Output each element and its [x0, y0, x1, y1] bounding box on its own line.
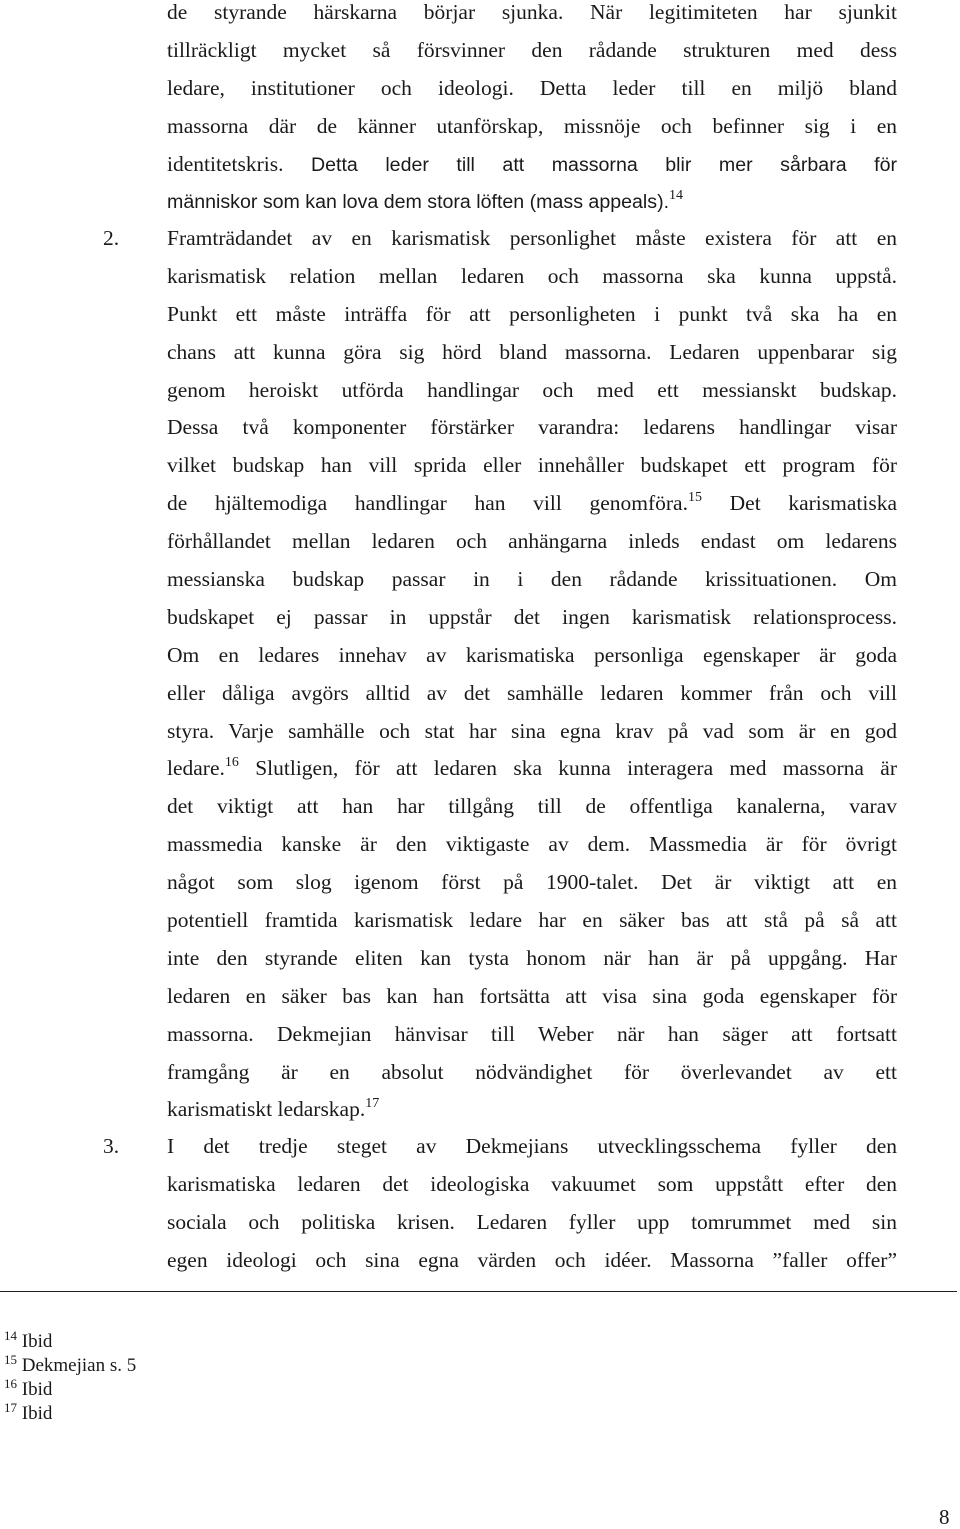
footnotes: [4, 1330, 136, 1426]
text-line: [167, 183, 897, 221]
text-fragment: Detta leder till att massorna blir mer sårbara för: [283, 153, 897, 176]
footnote-ref: 14: [669, 188, 684, 204]
footnote-ref: 15: [687, 490, 702, 506]
footnote: [4, 1402, 136, 1426]
item-1-paragraph: [167, 0, 897, 221]
text-fragment: Det karismatiska: [701, 491, 897, 516]
text-fragment: människor som kan lova dem stora löften (mass appeals).: [167, 191, 670, 214]
text-fragment: karismatiskt ledarskap.: [167, 1097, 366, 1122]
text-line: Dessa två komponenter förstärker varandra: ledarens handlingar visar: [167, 415, 897, 440]
text-line: det viktigt att han har tillgång till de offentliga kanalerna, varav: [167, 794, 897, 819]
text-line: styra. Varje samhälle och stat har sina egna krav på vad som är en god: [167, 718, 897, 743]
footnote: [4, 1330, 136, 1354]
text-line: egen ideologi och sina egna värden och idéer. Massorna ”faller offer”: [167, 1247, 897, 1272]
text-line: de styrande härskarna börjar sjunka. När legitimiteten har sjunkit: [167, 0, 897, 24]
text-line: inte den styrande eliten kan tysta honom när han är på uppgång. Har: [167, 945, 897, 970]
text-line: framgång är en absolut nödvändighet för överlevandet av ett: [167, 1059, 897, 1084]
text-line: [167, 750, 897, 788]
item-3-paragraph: [167, 1128, 897, 1280]
page-number: 8: [939, 1505, 950, 1529]
text-line: massorna där de känner utanförskap, missnöje och befinner sig i en: [167, 113, 897, 138]
footnote-ref: 17: [365, 1096, 380, 1112]
text-line: budskapet ej passar in uppstår det ingen karismatisk relationsprocess.: [167, 604, 897, 629]
text-line: sociala och politiska krisen. Ledaren fyller upp tomrummet med sin: [167, 1209, 897, 1234]
footnote-number: 17: [4, 1400, 17, 1415]
footnote-text: Dekmejian s. 5: [21, 1355, 137, 1376]
text-line: ledare, institutioner och ideologi. Detta leder till en miljö bland: [167, 75, 897, 100]
text-line: [167, 146, 897, 184]
footnote-number: 16: [4, 1376, 17, 1391]
text-fragment: ledare.: [167, 756, 225, 781]
text-line: [167, 220, 897, 258]
text-line: messianska budskap passar in i den rådande krissituationen. Om: [167, 567, 897, 592]
text-line: Punkt ett måste inträffa för att personligheten i punkt två ska ha en: [167, 301, 897, 326]
text-line: chans att kunna göra sig hörd bland massorna. Ledaren uppenbarar sig: [167, 339, 897, 364]
footnote: [4, 1378, 136, 1402]
text-line: vilket budskap han vill sprida eller innehåller budskapet ett program för: [167, 453, 897, 478]
text-fragment: de hjältemodiga handlingar han vill genomföra.: [167, 491, 688, 516]
list-number: 2.: [103, 226, 120, 250]
footnote-number: 14: [4, 1328, 17, 1343]
text-line: [167, 1091, 897, 1129]
footnote-text: Ibid: [21, 1403, 53, 1424]
text-line: I det tredje steget av Dekmejians utvecklingsschema fyller den: [167, 1134, 897, 1158]
footnote-number: 15: [4, 1352, 17, 1367]
text-line: potentiell framtida karismatisk ledare har en säker bas att stå på så att: [167, 908, 897, 933]
text-line: förhållandet mellan ledaren och anhängarna inleds endast om ledarens: [167, 529, 897, 554]
item-2-paragraph: [167, 220, 897, 1129]
list-number: 3.: [103, 1134, 120, 1158]
text-line: Om en ledares innehav av karismatiska personliga egenskaper är goda: [167, 642, 897, 667]
text-line: ledaren en säker bas kan han fortsätta att visa sina goda egenskaper för: [167, 983, 897, 1008]
footnote: [4, 1354, 136, 1378]
text-line: eller dåliga avgörs alltid av det samhälle ledaren kommer från och vill: [167, 680, 897, 705]
text-line: massorna. Dekmejian hänvisar till Weber när han säger att fortsatt: [167, 1021, 897, 1046]
text-line: genom heroiskt utförda handlingar och med ett messianskt budskap.: [167, 377, 897, 402]
text-line: [167, 485, 897, 523]
text-line: karismatisk relation mellan ledaren och massorna ska kunna uppstå.: [167, 263, 897, 288]
footnote-ref: 16: [224, 755, 239, 771]
text-line: massmedia kanske är den viktigaste av dem. Massmedia är för övrigt: [167, 832, 897, 857]
text-line: karismatiska ledaren det ideologiska vakuumet som uppstått efter den: [167, 1171, 897, 1196]
text-line: något som slog igenom först på 1900-talet. Det är viktigt att en: [167, 870, 897, 895]
footnote-separator: [0, 1291, 957, 1292]
footnote-text: Ibid: [21, 1331, 53, 1352]
text-fragment: Slutligen, för att ledaren ska kunna interagera med massorna är: [238, 756, 897, 781]
text-fragment: Framträdandet av en karismatisk personlighet måste existera för att en: [167, 226, 897, 250]
footnote-text: Ibid: [21, 1379, 53, 1400]
text-line: tillräckligt mycket så försvinner den rådande strukturen med dess: [167, 37, 897, 62]
text-fragment: identitetskris.: [167, 151, 284, 176]
